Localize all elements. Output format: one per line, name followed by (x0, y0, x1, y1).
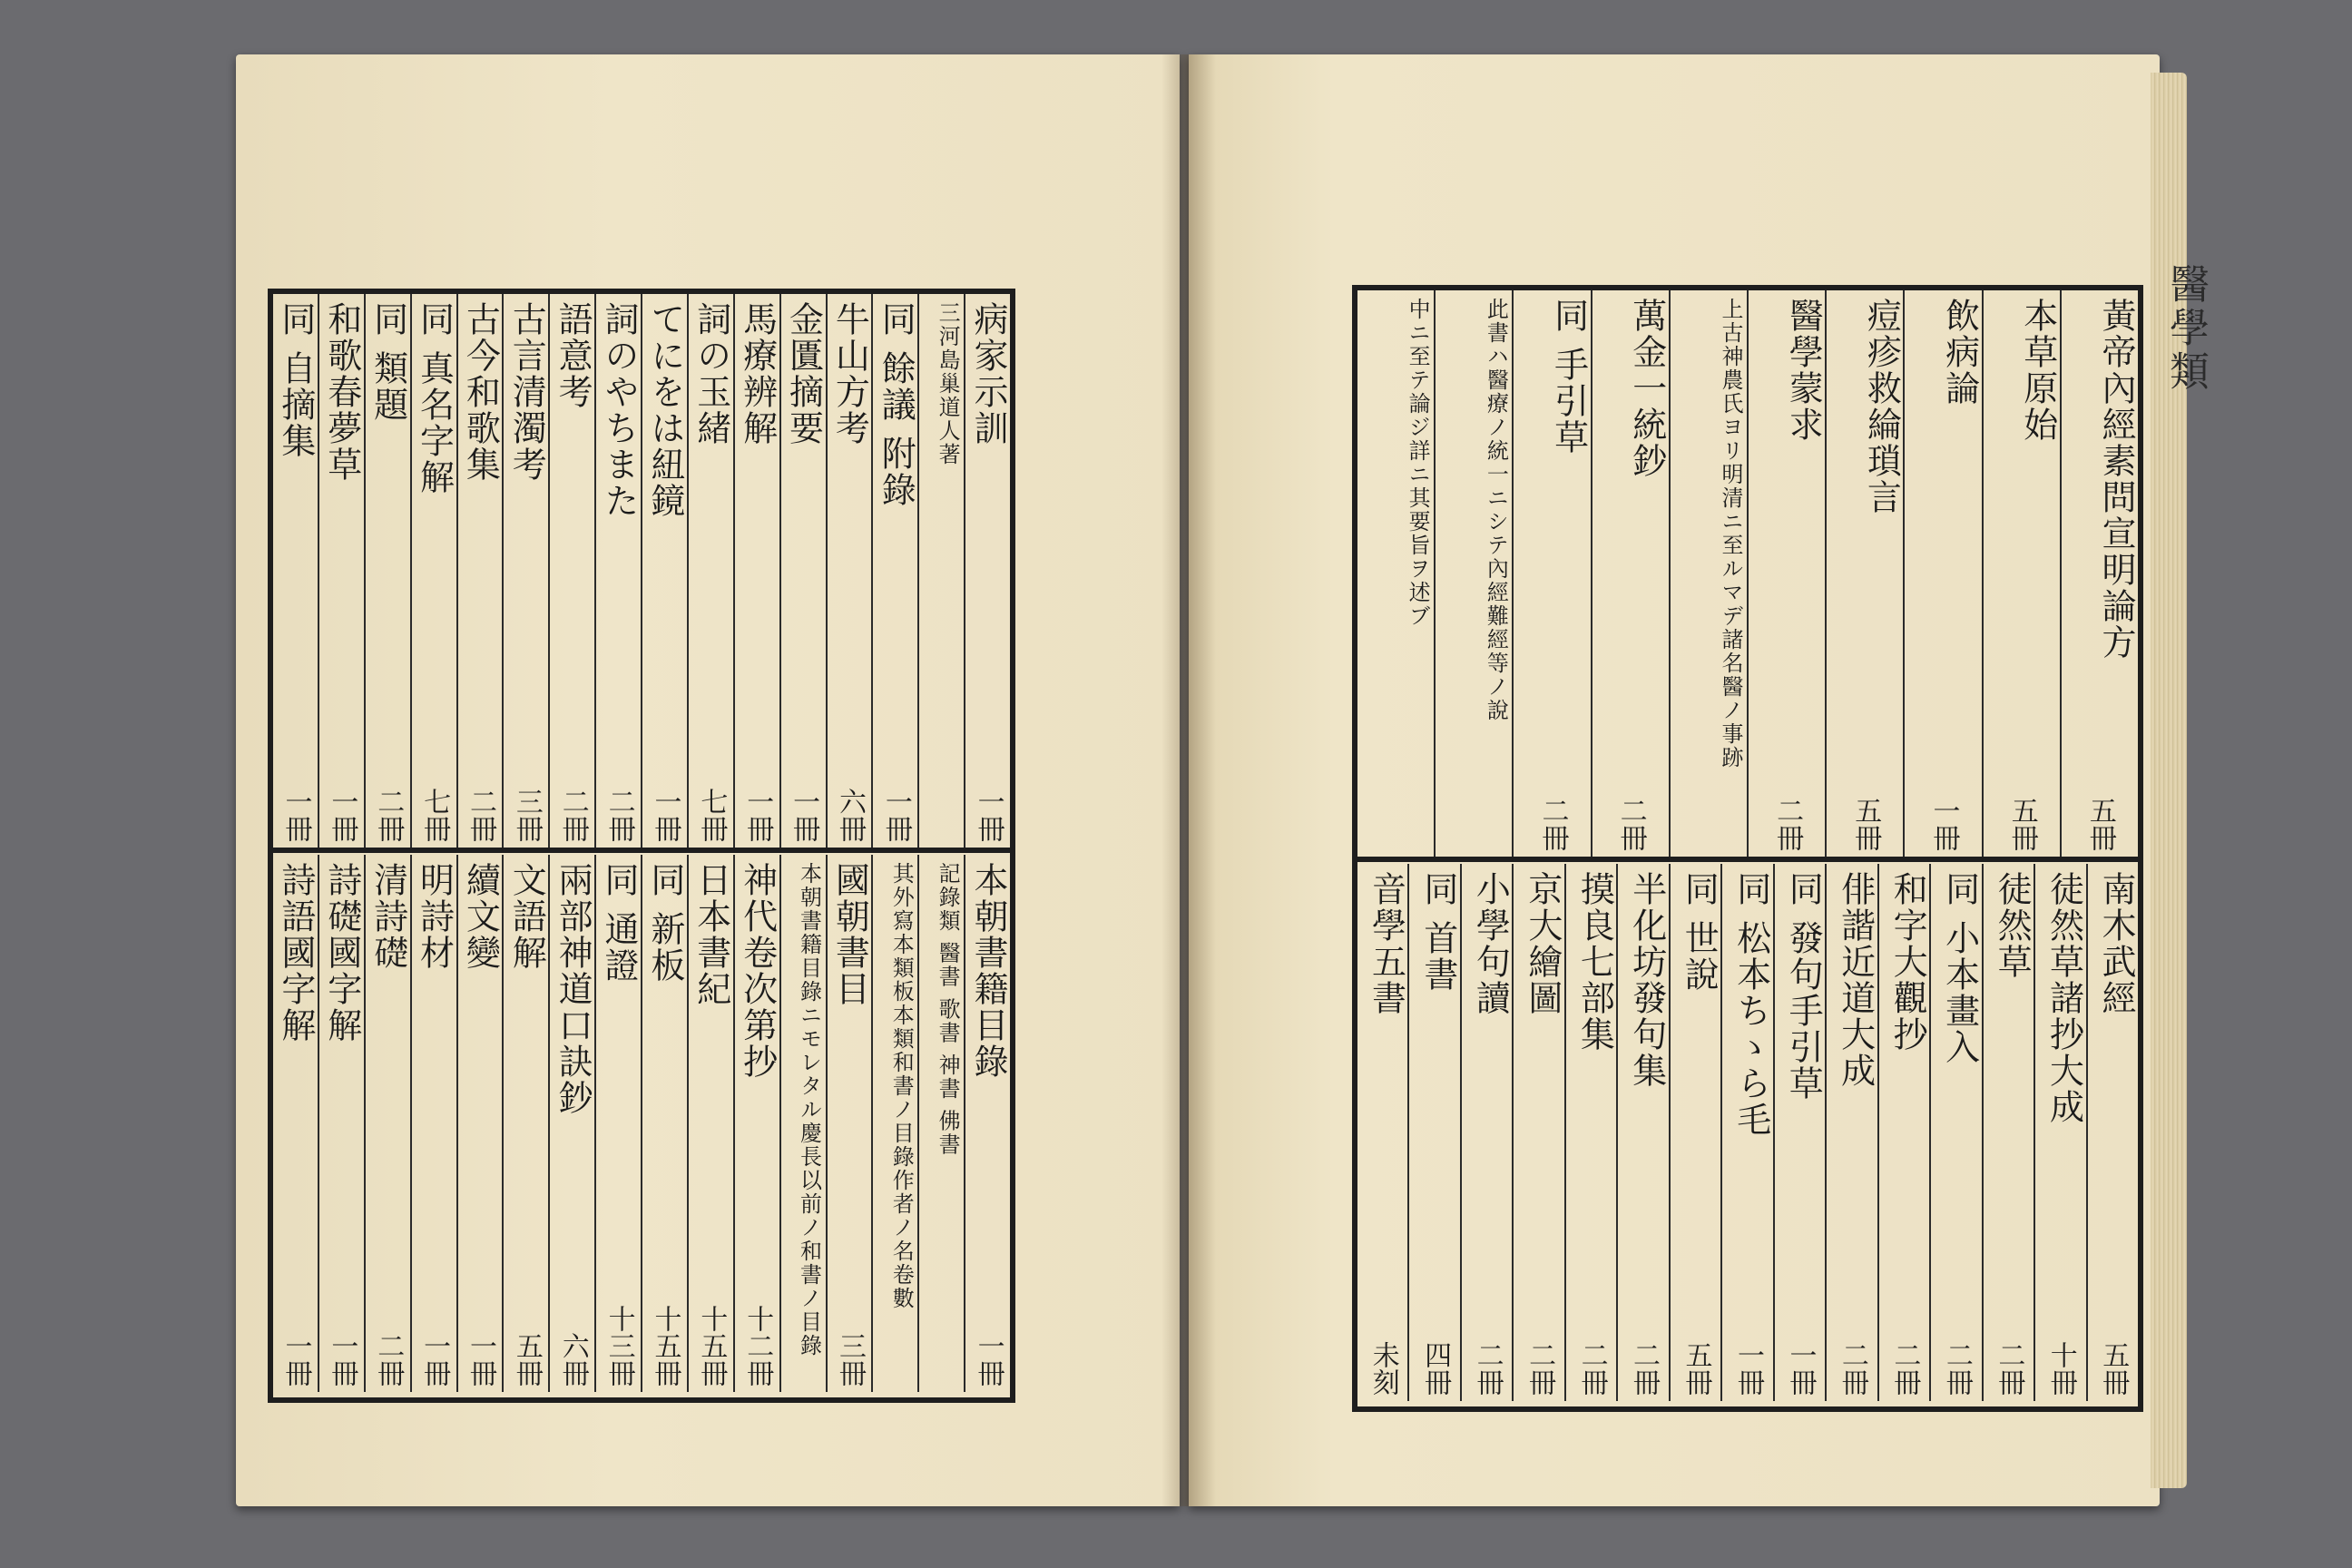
entry-volume-count: 一冊 (649, 788, 681, 842)
entry-volume-count: 七冊 (695, 788, 728, 842)
catalog-entry (1903, 290, 1981, 857)
entry-title: 明詩材 (414, 862, 455, 971)
entry-title: 音學五書 (1366, 871, 1406, 1016)
entry-title: 同 手引草 (1548, 298, 1589, 456)
entry-volume-count: 二冊 (372, 1332, 405, 1387)
catalog-entry (594, 294, 641, 848)
entry-volume-count: 二冊 (1771, 797, 1804, 851)
catalog-entry (1357, 864, 1407, 1401)
catalog-entry (1616, 864, 1668, 1401)
entry-title: 兩部神道口訣鈔 (553, 862, 593, 1116)
entry-volume-count: 未刻 (1367, 1341, 1399, 1396)
catalog-entry (871, 855, 917, 1392)
entry-title: 同 通證 (599, 862, 639, 985)
entry-volume-count: 十五冊 (695, 1305, 728, 1387)
entry-volume-count: 一冊 (741, 788, 774, 842)
catalog-entry (273, 855, 318, 1392)
entry-title: 本朝書籍目錄ニモレタル慶長以前ノ和書ノ目錄 (796, 862, 822, 1357)
entry-volume-count: 四冊 (1419, 1341, 1452, 1396)
entry-title: 飲病論 (1939, 298, 1980, 407)
catalog-entry (826, 294, 872, 848)
entry-title: 馬療辨解 (737, 301, 778, 446)
entry-title: 同 餘議 附錄 (876, 301, 916, 509)
entry-title: 摸良七部集 (1574, 871, 1615, 1053)
entry-title: 黃帝內經素問宣明論方 (2096, 298, 2136, 661)
catalog-entry (1929, 864, 1981, 1401)
entry-volume-count: 一冊 (879, 788, 912, 842)
entry-volume-count: 二冊 (1536, 797, 1569, 851)
entry-volume-count: 五冊 (2005, 797, 2038, 851)
entry-title: 和字大觀抄 (1887, 871, 1928, 1053)
entry-volume-count: 二冊 (1628, 1341, 1661, 1396)
catalog-entry (364, 855, 410, 1392)
entry-volume-count: 二冊 (464, 788, 496, 842)
entry-title: 本草原始 (2017, 298, 2058, 443)
entry-volume-count: 二冊 (1614, 797, 1647, 851)
catalog-entry (273, 294, 318, 848)
entry-volume-count: 二冊 (603, 788, 635, 842)
catalog-entry (1564, 864, 1616, 1401)
catalog-entry (456, 855, 503, 1392)
entry-title: 小學句讀 (1470, 871, 1511, 1016)
entry-volume-count: 十五冊 (649, 1305, 681, 1387)
catalog-entry (1825, 290, 1903, 857)
entry-volume-count: 七冊 (418, 788, 451, 842)
entry-title: 中ニ至テ論ジ詳ニ其要旨ヲ述ブ (1405, 298, 1431, 628)
entry-volume-count: 一冊 (464, 1332, 496, 1387)
entry-title: 牛山方考 (829, 301, 870, 446)
entry-title: 俳諧近道大成 (1835, 871, 1876, 1089)
catalog-entry (2060, 290, 2138, 857)
entry-title: 同 類題 (368, 301, 408, 424)
catalog-entry (1720, 864, 1772, 1401)
entry-title: 文語解 (506, 862, 547, 971)
left-section-divider (273, 848, 1010, 853)
catalog-entry (826, 855, 872, 1392)
entry-title: 詩語國字解 (275, 862, 316, 1044)
catalog-entry (410, 855, 456, 1392)
entry-volume-count: 六冊 (833, 788, 866, 842)
catalog-entry (1512, 864, 1563, 1401)
entry-title: 詩礎國字解 (321, 862, 362, 1044)
catalog-entry (641, 294, 687, 848)
entry-volume-count: 一冊 (788, 788, 820, 842)
catalog-entry (318, 855, 364, 1392)
entry-volume-count: 一冊 (972, 1332, 1004, 1387)
entry-title: 同 真名字解 (414, 301, 455, 496)
catalog-entry (2086, 864, 2138, 1401)
entry-volume-count: 二冊 (1836, 1341, 1868, 1396)
entry-title: 痘疹救綸瑣言 (1861, 298, 1902, 515)
entry-volume-count: 五冊 (2097, 1341, 2130, 1396)
entry-title: 同 首書 (1417, 871, 1458, 994)
entry-volume-count: 一冊 (1927, 797, 1960, 851)
entry-title: 神代卷次第抄 (737, 862, 778, 1080)
entry-title: 此書ハ醫療ノ統一ニシテ內經難經等ノ說 (1483, 298, 1509, 722)
entry-title: 半化坊發句集 (1626, 871, 1667, 1089)
catalog-entry (1747, 290, 1825, 857)
catalog-entry (548, 855, 594, 1392)
catalog-entry (687, 294, 733, 848)
entry-title: 清詩礎 (368, 862, 408, 971)
entry-volume-count: 十三冊 (603, 1305, 635, 1387)
entry-title: 徒然草諸抄大成 (2043, 871, 2084, 1125)
entry-title: 日本書紀 (691, 862, 731, 1007)
edge-label: 醫學類 (2162, 263, 2209, 394)
catalog-entry (502, 294, 548, 848)
catalog-entry (871, 294, 917, 848)
entry-volume-count: 二冊 (1940, 1341, 1973, 1396)
entry-title: 病家示訓 (968, 301, 1008, 446)
catalog-entry (548, 294, 594, 848)
left-catalog-frame (268, 289, 1015, 1403)
entry-title: 同 發句手引草 (1783, 871, 1824, 1102)
catalog-entry (687, 855, 733, 1392)
entry-volume-count: 六冊 (556, 1332, 589, 1387)
entry-title: 京大繪圖 (1522, 871, 1563, 1016)
catalog-entry (733, 294, 779, 848)
right-section-divider (1357, 857, 2138, 862)
entry-volume-count: 一冊 (1784, 1341, 1817, 1396)
entry-title: 其外寫本類板本類和書ノ目錄作者ノ名卷數 (888, 862, 915, 1310)
entry-volume-count: 十冊 (2044, 1341, 2077, 1396)
catalog-entry (410, 294, 456, 848)
entry-title: 醫學蒙求 (1783, 298, 1824, 443)
entry-title: てにをは紐鏡 (644, 301, 685, 519)
entry-volume-count: 二冊 (372, 788, 405, 842)
catalog-entry (964, 294, 1010, 848)
catalog-entry (1460, 864, 1512, 1401)
entry-volume-count: 二冊 (1471, 1341, 1504, 1396)
entry-title: 和歌春夢草 (321, 301, 362, 483)
catalog-entry (1591, 290, 1669, 857)
entry-volume-count: 一冊 (326, 788, 358, 842)
catalog-entry (1669, 864, 1720, 1401)
catalog-entry (1407, 864, 1459, 1401)
entry-volume-count: 五冊 (1849, 797, 1882, 851)
entry-title: 詞の玉緒 (691, 301, 731, 446)
entry-volume-count: 一冊 (279, 1332, 312, 1387)
entry-title: 金匱摘要 (783, 301, 824, 446)
entry-volume-count: 一冊 (279, 788, 312, 842)
entry-volume-count: 五冊 (510, 1332, 543, 1387)
entry-title: 三河島巢道人著 (935, 301, 961, 466)
catalog-entry (318, 294, 364, 848)
entry-title: 詞のやちまた (599, 301, 639, 519)
entry-volume-count: 五冊 (1680, 1341, 1712, 1396)
entry-title: 南木武經 (2096, 871, 2136, 1016)
right-catalog-frame (1352, 285, 2143, 1412)
catalog-entry (1877, 864, 1929, 1401)
catalog-entry (1773, 864, 1825, 1401)
entry-title: 古今和歌集 (460, 301, 501, 483)
catalog-entry (641, 855, 687, 1392)
entry-volume-count: 十二冊 (741, 1305, 774, 1387)
entry-title: 同 小本畫入 (1939, 871, 1980, 1066)
entry-volume-count: 二冊 (556, 788, 589, 842)
entry-title: 萬金一統鈔 (1626, 298, 1667, 479)
entry-title: 同 新板 (644, 862, 685, 985)
entry-title: 上古神農氏ヨリ明清ニ至ルマデ諸名醫ノ事跡 (1717, 298, 1743, 769)
catalog-entry (502, 855, 548, 1392)
right-catalog-top-section (1357, 290, 2138, 857)
catalog-entry (779, 294, 826, 848)
catalog-entry (1669, 290, 1747, 857)
catalog-entry (456, 294, 503, 848)
catalog-entry (1825, 864, 1877, 1401)
entry-volume-count: 一冊 (1731, 1341, 1764, 1396)
entry-volume-count: 二冊 (1575, 1341, 1608, 1396)
right-catalog-bottom-section (1357, 864, 2138, 1401)
catalog-entry (1982, 864, 2034, 1401)
entry-title: 記錄類 醫書 歌書 神書 佛書 (935, 862, 961, 1157)
catalog-entry (364, 294, 410, 848)
catalog-entry (917, 855, 964, 1392)
left-catalog-bottom-section (273, 855, 1010, 1392)
catalog-entry (594, 855, 641, 1392)
catalog-entry (917, 294, 964, 848)
catalog-entry (779, 855, 826, 1392)
entry-volume-count: 三冊 (833, 1332, 866, 1387)
entry-title: 國朝書目 (829, 862, 870, 1007)
catalog-entry (964, 855, 1010, 1392)
entry-title: 語意考 (553, 301, 593, 410)
entry-title: 續文變 (460, 862, 501, 971)
catalog-entry (2034, 864, 2085, 1401)
entry-title: 同 世說 (1679, 871, 1720, 994)
entry-title: 徒然草 (1992, 871, 2033, 980)
catalog-entry (1982, 290, 2060, 857)
entry-volume-count: 二冊 (1524, 1341, 1556, 1396)
entry-volume-count: 一冊 (972, 788, 1004, 842)
entry-volume-count: 一冊 (418, 1332, 451, 1387)
catalog-entry (1357, 290, 1434, 857)
catalog-entry (1512, 290, 1590, 857)
entry-title: 同 自摘集 (275, 301, 316, 460)
entry-volume-count: 一冊 (326, 1332, 358, 1387)
catalog-entry (733, 855, 779, 1392)
entry-volume-count: 二冊 (1888, 1341, 1921, 1396)
catalog-entry (1434, 290, 1512, 857)
book-gutter (1161, 54, 1216, 1506)
entry-volume-count: 二冊 (1993, 1341, 2025, 1396)
left-catalog-top-section (273, 294, 1010, 848)
entry-volume-count: 五冊 (2083, 797, 2116, 851)
entry-title: 本朝書籍目錄 (968, 862, 1008, 1080)
entry-title: 古言清濁考 (506, 301, 547, 483)
entry-title: 同 松本ちゝら毛 (1730, 871, 1771, 1139)
entry-volume-count: 三冊 (510, 788, 543, 842)
page-edge (2151, 73, 2209, 1488)
